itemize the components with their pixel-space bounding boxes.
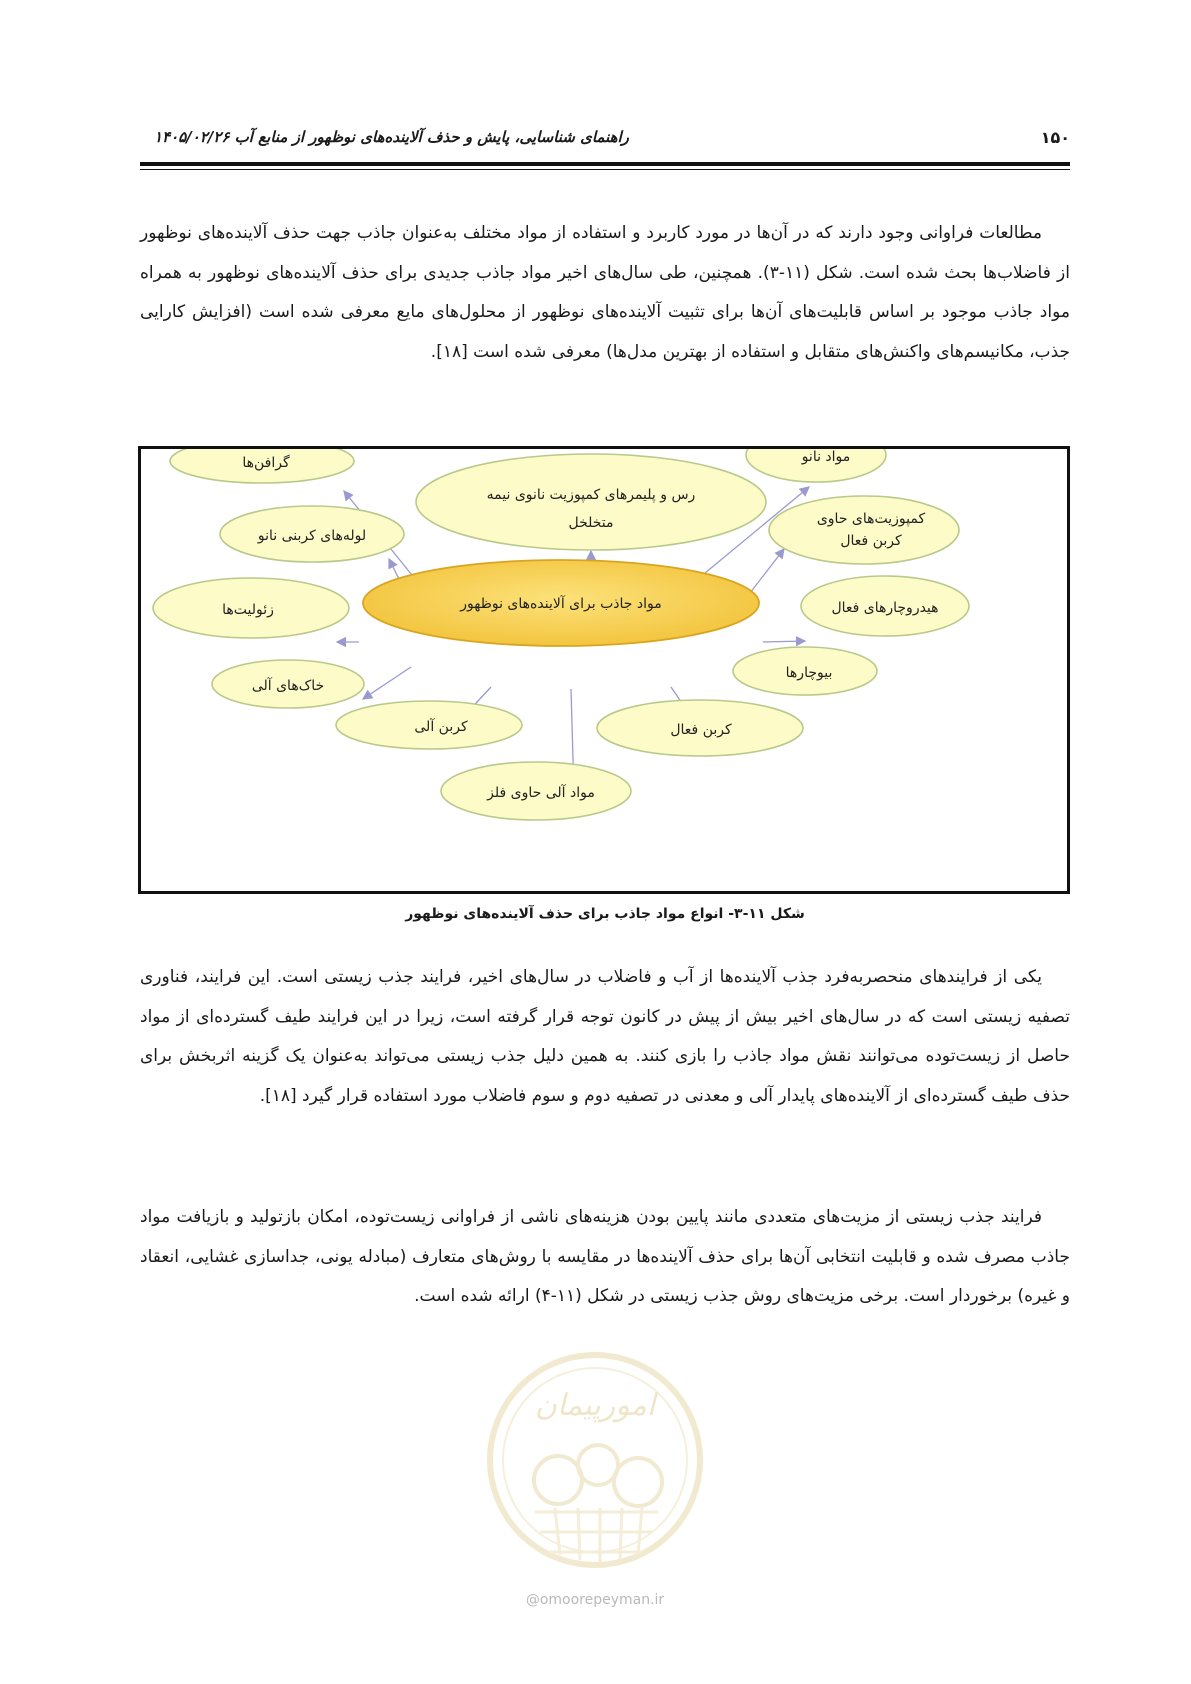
header-book-title: راهنمای شناسایی، پایش و حذف آلاینده‌های نوظهور از منابع آب	[234, 128, 629, 146]
header-title-block	[140, 128, 629, 146]
watermark-logo	[480, 1340, 710, 1590]
adsorbent-diagram	[141, 449, 1067, 891]
label-soil: خاک‌های آلی	[251, 678, 325, 694]
paragraph-2: یکی از فرایندهای منحصربه‌فرد جذب آلاینده‌ها از آب و فاضلاب در سال‌های اخیر، فرایند جذب زیستی است. این فرایند، فناوری تصفیه زیستی است که در سال‌های اخیر بیش از پیش در کانون توجه قرار گرفته است، زیرا در این فرایند طیف گسترده‌ای از مواد حاصل از زیست‌توده می‌توانند نقش مواد جاذب را بازی کنند. به همین دلیل جذب زیستی می‌تواند به‌عنوان یک گزینه اثربخش برای حذف طیف گسترده‌ای از آلاینده‌های پایدار آلی و معدنی در تصفیه دوم و سوم فاضلاب مورد استفاده قرار گیرد [۱۸].	[140, 967, 1070, 1106]
label-nano: مواد نانو	[801, 449, 851, 465]
label-hydrochar: هیدروچارهای فعال	[831, 600, 939, 616]
running-header	[140, 128, 1070, 158]
header-rule-thick	[140, 162, 1070, 166]
label-biochar: بیوچارها	[785, 665, 833, 681]
connector-hydrochar	[763, 641, 805, 642]
page-number: ۱۵۰	[1040, 128, 1070, 147]
label-clay-line1: رس و پلیمرهای کمپوزیت نانوی نیمه	[486, 487, 696, 503]
figure-frame	[138, 446, 1070, 894]
label-composite-line2: کربن فعال	[840, 533, 902, 549]
figure-caption: شکل ۱۱-۳- انواع مواد جاذب برای حذف آلاینده‌های نوظهور	[405, 906, 805, 922]
node-activated-carbon-composites	[769, 496, 959, 564]
watermark-logo-text: امورپیمان	[534, 1388, 656, 1423]
header-rule-thin	[140, 169, 1070, 170]
label-clay-line2: متخلخل	[568, 515, 614, 531]
paragraph-3: فرایند جذب زیستی از مزیت‌های متعددی مانند پایین بودن هزینه‌های ناشی از فراوانی زیست‌توده، امکان بازتولید و بازیافت مواد جاذب مصرف شده و قابلیت انتخابی آن‌ها برای حذف آلاینده‌ها در مقایسه با روش‌های متعارف (مبادله یونی، جداسازی غشایی، انعقاد و غیره) برخوردار است. برخی مزیت‌های روش جذب زیستی در شکل (۱۱-۴) ارائه شده است.	[140, 1207, 1070, 1306]
paragraph-1: مطالعات فراوانی وجود دارند که در آن‌ها در مورد کاربرد و استفاده از مواد مختلف به‌عنوان جاذب جهت حذف آلاینده‌های نوظهور از فاضلاب‌ها بحث شده است. شکل (۱۱-۳). همچنین، طی سال‌های اخیر مواد جاذب جدیدی برای حذف آلاینده‌های نوظهور به همراه مواد جاذب موجود بر اساس قابلیت‌های آن‌ها برای تثبیت آلاینده‌های نوظهور از محلول‌های مایع معرفی شده است (افزایش کارایی جذب، مکانیسم‌های واکنش‌های متقابل و استفاده از بهترین مدل‌ها) معرفی شده است [۱۸].	[140, 223, 1070, 362]
label-graphene: گرافن‌ها	[242, 455, 290, 471]
label-center: مواد جاذب برای آلاینده‌های نوظهور	[460, 596, 662, 612]
label-zeolite: زئولیت‌ها	[222, 602, 274, 618]
watermark-url: @omoorepeyman.ir	[525, 1592, 665, 1608]
label-activated-carbon: کربن فعال	[670, 722, 732, 738]
connector-soil	[363, 667, 411, 699]
label-mof: مواد آلی حاوی فلز	[487, 785, 595, 801]
label-organic-carbon: کربن آلی	[414, 719, 468, 735]
label-composite-line1: کمپوزیت‌های حاوی	[816, 511, 926, 527]
header-date: ۱۴۰۵/۰۲/۲۶	[154, 128, 230, 146]
label-cnt: لوله‌های کربنی نانو	[257, 528, 367, 544]
